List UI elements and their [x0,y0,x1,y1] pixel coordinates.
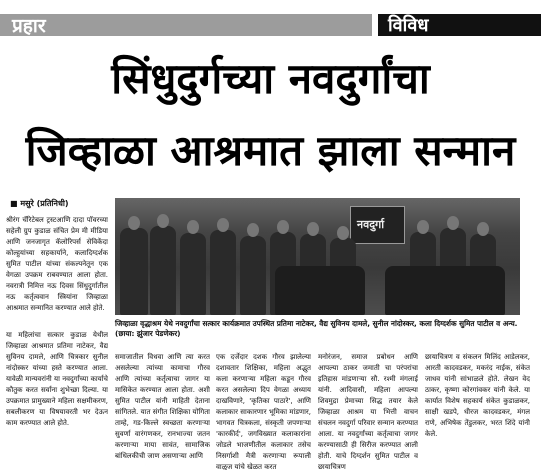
body-column-4: छायाचित्रण व संकलन मिलिंद आडेलकर, आरती कादवडकर, मकरंद नाईक, संकेत जाधव यांनी सांभाळले होते. लेखन वेद ठाकर, कृष्णा कोरगांवकर यांनी केले. या कार्यात विशेष सहकार्य संकेत कुडाळकर, साक्षी खडपे, धीरज कादवडकर, मंगल राणे, अभिषेक तेंडुलकर, भरत शिंदे यांनी केले. [425,353,530,438]
photo-person [210,230,236,315]
headline-line-2: जिव्हाळा आश्रमात झाला सन्मान [25,126,516,175]
photo-person-head [217,218,229,232]
masthead-bar [0,14,372,36]
photo-person [180,233,206,315]
section-title: विविध [388,15,429,36]
lead-paragraph-2: या महिलांचा सत्कार कुडाळ येथील जिव्हाळा आश्रमात प्रतिमा नाटेकर, वैद्य सुविनय दामले, आणि चित्रकार सुनील नांदोस्कर यांच्या हस्ते करण्यात आला. यावेळी मान्यवरांनी या नवदुर्गांच्या कार्याचे कौतुक करत सर्वांना शुभेच्छा दिल्या. या उपक्रमात प्रामुख्याने महिला सक्षमीकरण, सबलीकरण या विषयावरती भर देऊन काम करण्यात आले होते. [6,331,108,427]
photo-person-head [157,214,169,228]
photo-person [240,236,266,315]
photo-caption: जिव्हाळा वृद्धाश्रम येथे नवदुर्गांचा सत्कार कार्यक्रमात उपस्थित प्रतिमा नाटेकर, वैद्य सुविनय दामले, सुनील नांदोस्कर, कला दिग्दर्शक सुमित पाटील व अन्य. (छाया: झुंजार पेडणेकर) [115,319,518,338]
byline: ■ मसुरे (प्रतिनिधी) [10,199,69,208]
body-column-2: एक दर्जेदार दशक गौरव झालेल्या दशावतार शिक्षिका, महिला अद्भुत कला करणाऱ्या महिला कडून गौरव करत असलेल्या दिप वेगळा अध्याय दाखविणारे, 'कृतिका पाठारे', आणि कलाकार साकारणार भूमिका मांडणार, भागवत चित्रकला, संस्कृती जपणाऱ्या 'कारकीर्द', जगविख्यात कलाकारांना जोडले भाजणीतील कलाकार तसेच निसर्गाशी मैत्री करणाऱ्या रूपाली वाळुज यांचे खेळत करत [216,353,311,470]
photo-banner-text: नवदुर्गा [357,218,385,231]
photo-person-head [337,226,349,240]
photo-person-head [187,220,199,234]
page-header [0,0,541,42]
headline-line-1: सिंधुदुर्गच्या नवदुर्गांचा [111,54,430,103]
photo-seated-row [275,266,365,315]
photo-person [150,226,176,315]
photo-person-head [277,220,289,234]
body-column-1: समाजातील विधवा आणि त्या करत असलेल्या त्यांच्या कामाचा गौरव आणि त्यांच्या कर्तृत्वाचा जागर या मासिकेत करण्यात आला होता. अशी सुमित पाटील यांनी माहिती देताना सांगितले. यात संगीत शिक्षिका योगिता ताम्हे, गड-किल्ले स्वच्छता करणाऱ्या सुवर्णा वारंगणकर, रानभाज्या जतन करणाऱ्या माया सावंत, सामाजिक बांधिलकीची जाण असणाऱ्या आणि [115,353,210,460]
masthead-title: प्रहार [12,15,46,37]
photo-person-head [307,222,319,236]
photo-person-head [447,216,459,230]
photo-person [120,228,148,315]
photo-person-head [128,216,140,230]
photo-seated-row [385,266,505,315]
lead-paragraph-1: श्रीरंग चॅरिटेबल ट्रस्टआणि दादा पॉवरच्या सहेली ग्रुप कुडाळ संचित प्रेम मी मीडिया आणि जनजागृत कॅलोरिपर्स सेविकेंदा कोल्हुयांच्या सहकार्याने, कलादिग्दर्शक सुमित पाटील यांच्या संकल्पनेतून एक वेगळा उपक्रम राबवण्यात आला होता. नवरात्री निमित्त नऊ दिवस सिंधुदुर्गातील नऊ कर्तृत्ववान स्त्रियांना जिव्हाळा आश्रमात सन्मानित करण्यात आले होते. [6,216,108,312]
photo-person-head [477,222,489,236]
photo-person-head [247,223,259,237]
body-column-3: मनोरंजन, समाज प्रबोधन आणि आपल्या ठाकर जमाती चा परंपरांचा इतिहास मांडणाऱ्या सौ. रश्मी मंगलाई यांनी. आदिवासी, महिला आपल्या शिवमुद्रा प्रेमाच्या सिद्ध तयार केले जिव्हाळा आश्रम या भित्ती वाचन संचलन नवदुर्गा परिवार सन्मान करण्यात आला. या नवदुर्गांच्या कर्तृत्वाचा जागर करण्यासाठी ही सिरीज करण्यात आली होती. याचे दिग्दर्शन सुमित पाटील व छायाचित्रण [318,353,418,470]
photo-person-head [417,220,429,234]
event-photo [115,198,520,315]
photo-banner [350,206,405,244]
